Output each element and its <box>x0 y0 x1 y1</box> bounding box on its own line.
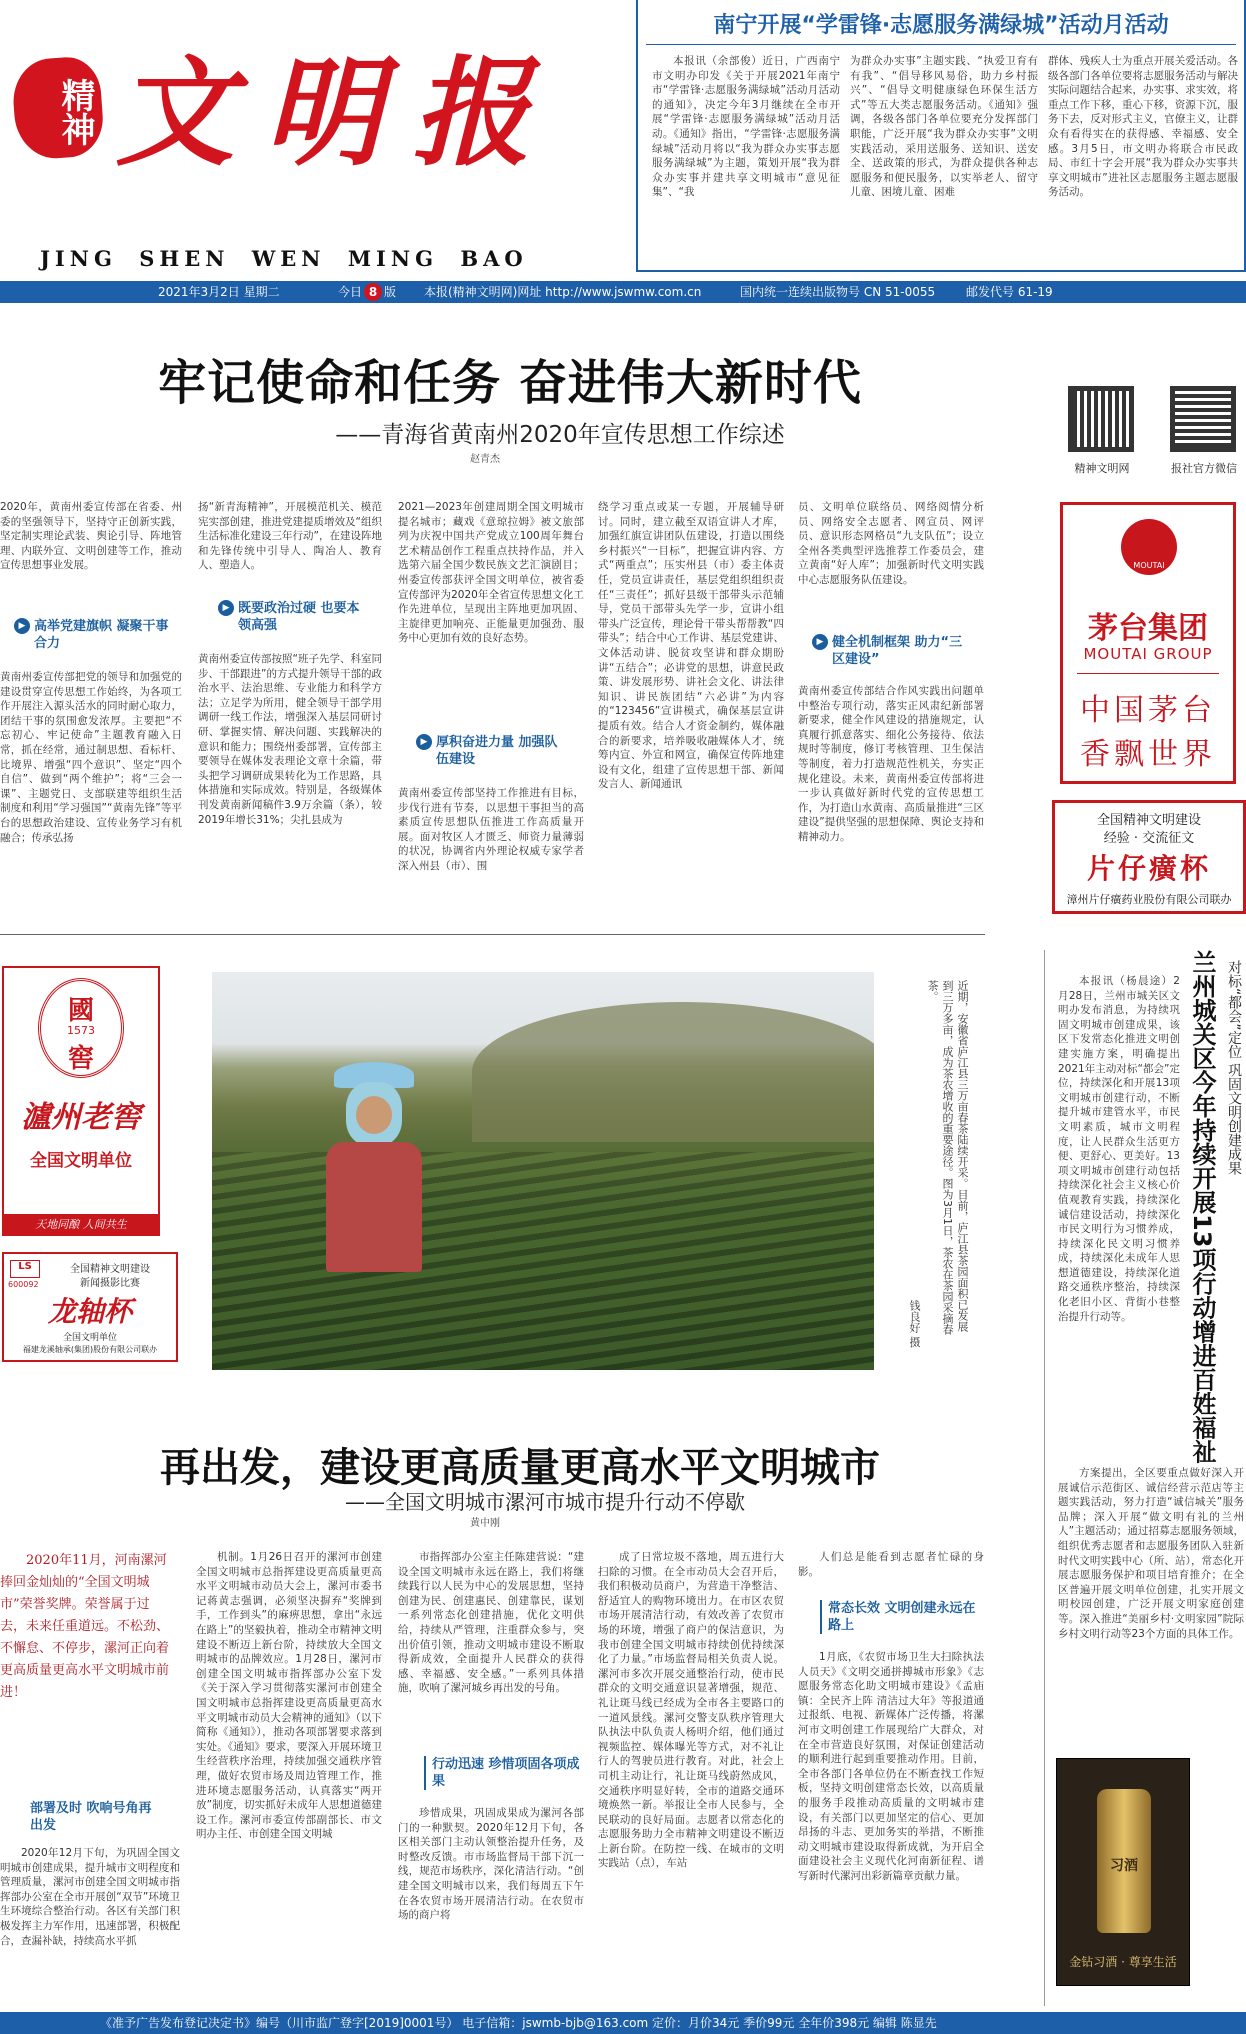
longzhou-company-2: 福建龙溪轴承(集团)股份有限公司联办 <box>22 1345 158 1354</box>
moutai-slogan-1: 中国茅台 <box>1080 693 1216 728</box>
second-subhead-3 <box>820 1600 984 1634</box>
dateline-bar <box>0 281 1246 303</box>
second-subhead-3-text: 常态长效 文明创建永远在路上 <box>828 1601 976 1633</box>
luzhou-unit: 全国文明单位 <box>30 1151 132 1171</box>
lead-col-2a: 扬“新青海精神”，开展模范机关、模范宪实部创建，推进党建提质增效及“组织生活标准化建设三年行动”，在建设阵地和先锋传统中引导人、陶冶人、教育人、塑造人。 <box>198 501 382 572</box>
second-col-3b: 珍惜成果，巩固成果成为漯河各部门的一种默契。2020年12月下旬，各区相关部门主动认领整治提升任务，及时整改反馈。市市场监督局干部下沉一线，规范市场秩序，深化清洁行动。“创建全国文明城市以来，我们每周五下午在各农贸市场开展清洁行动。在农贸市场的商户将 <box>398 1807 584 1922</box>
second-subhead-1-text: 部署及时 吹响号角再出发 <box>30 1801 152 1833</box>
photo-credit: 钱良好 摄 <box>908 1300 921 1348</box>
lead-col-3a: 2021—2023年创建周期全国文明城市提名城市；藏戏《意琼拉姆》被文旅部列为庆祝中国共产党成立100周年舞台艺术精品创作工程重点扶持作品，并入选第六届全国少数民族文艺汇演剧目；州委宣传部获评全国文明单位，被省委宣传部评为2020年全省宣传思想文化工作先进单位，呈现出主阵地更加巩固、主旋律更加响亮、正能量更加强劲、服务中心更加有效的良好态势。 <box>398 501 584 645</box>
second-intro: 2020年11月，河南漯河捧回金灿灿的“全国文明城市”荣誉奖牌。荣誉属于过去，未来任重道远。不松劲、不懈怠、不停步，漯河正向着更高质量更高水平文明城市前进！ <box>0 1553 170 1700</box>
masthead-title: 文明报 <box>116 43 561 182</box>
ad-pianzihuang <box>1052 800 1246 914</box>
lead-subhead-2-text: 既要政治过硬 也要本领高强 <box>238 601 360 633</box>
lead-subtitle: ——青海省黄南州2020年宣传思想工作综述 <box>335 422 785 448</box>
mountain-shape <box>472 1002 874 1142</box>
top-news-col-2: 为群众办实事”主题实践、“执爱卫育有有我”、“倡导移风易俗，助力乡村振兴”、“倡导文明健康绿色环保生活方式”等五大类志愿服务活动。《通知》强调，各级各部门各单位要充分发挥部门职能，广泛开展“我为群众办实事”文明实践活动，采用送服务、送知识、送安全、送政策的形式，为群众提供各种志愿服务和便民服务，以实举老人、留守儿童、困境儿童、困难 <box>850 55 1038 199</box>
moutai-brand: MOUTAI <box>1133 561 1165 570</box>
second-col-3a: 市指挥部办公室主任陈建营说：“建设全国文明城市永远在路上，我们将继续践行以人民为中心的发展思想，坚持创建为民、创建惠民、创建靠民，谋划一系列常态化创建措施，优化文明供给，持续从严管理，注重群众参与，突出价值引领，推动文明城市建设不断取得新成效，全面提升人民群众的获得感、幸福感、安全感。”一系列具体措施，吹响了漯河城乡再出发的号角。 <box>398 1551 584 1695</box>
second-subtitle: ——全国文明城市漯河市城市提升行动不停歇 <box>345 1490 745 1514</box>
footer-text: 《准予广告发布登记决定书》编号（川市监广登字[2019]0001号） 电子信箱：jswmb-bjb@163.com 定价：月价34元 季价99元 全年价398元 编辑 陈显先 <box>100 2016 937 2030</box>
top-news-col-1: 本报讯（余部俊）近日，广西南宁市文明办印发《关于开展2021年南宁市“学雷锋·志愿服务满绿城”活动月活动的通知》，决定今年3月继续在全市开展“学雷锋·志愿服务满绿城”活动月活动。《通知》指出，“学雷锋·志愿服务满绿城”活动月将以“我为群众办实事志愿服务满绿城”为主题，策划开展“我为群众办实事并建共享文明城市“意见征集”、“我 <box>652 55 840 199</box>
dateline-pages-num: 8 <box>364 283 382 301</box>
dateline-post: 邮发代号 61-19 <box>966 285 1053 299</box>
top-news-headline: 南宁开展“学雷锋·志愿服务满绿城”活动月活动 <box>713 13 1169 38</box>
lead-title: 牢记使命和任务 奋进伟大新时代 <box>158 355 862 411</box>
longzhou-badge-num: 600092 <box>8 1280 39 1289</box>
qr-code-icon[interactable] <box>1170 386 1236 452</box>
moutai-slogan-2: 香飘世界 <box>1080 737 1216 772</box>
arrow-icon: ▶ <box>218 600 234 616</box>
pzh-line-1: 全国精神文明建设 <box>1096 813 1201 828</box>
lead-col-2b: 黄南州委宣传部按照“班子先学、科室同步、干部跟进”的方式提升领导干部的政治水平、法治思维、专业能力和科学方法；立足学为所用，健全领导干部学用调研一线工作法，增强深入基层同研讨研、掌握实情、解决问题、实践解决的意识和能力；围绕州委部署，宣传部主要领导在媒体发表理论文章十余篇，带头把学习调研成果转化为工作思路，具体措施和实际成效。特别是，各级媒体刊发黄南新闻稿件3.9万余篇（条），较2019年增长31%；尖扎县成为 <box>198 653 382 826</box>
luzhou-seal-year: 1573 <box>67 1024 95 1037</box>
lanzhou-col-2: 方案提出，全区要重点做好深入开展诚信示范街区、诚信经营示范店等主题实践活动，努力打造“诚信城关”服务品牌；深入开展“做文明有礼的兰州人”主题活动；通过招募志愿服务领域，组织优秀志愿者和志愿服务团队入驻新时代文明实践中心（所、站），常态化开展志愿服务保护和项目培育推介；在全区普遍开展文明单位创建，扎实开展文明校园创建，广泛开展文明家庭创建等。深入推进“美丽乡村·文明家园”院际乡村文明行动等23个方面的具体工作。 <box>1058 1467 1244 1640</box>
second-col-1: 2020年12月下旬，为巩固全国文明城市创建成果，提升城市文明程度和管理质量，漯河市创建全国文明城市指挥部办公室在全市开展创“双节”环境卫生环境综合整治行动。各区有关部门积极发挥主力军作用，迅速部署，积极配合，查漏补缺，持续高水平抓 <box>0 1847 180 1947</box>
lead-subhead-4 <box>812 634 984 668</box>
divider <box>0 934 985 935</box>
lead-col-5b: 黄南州委宣传部结合作风实践出问题单中整治专项行动，落实正风肃纪新部署新要求，健全作风建设的措施规定，认真履行抓意落实、细化公务接待、依法规时等制度，修订考核管理、卫生保洁等制度，着力打造规范性机关，夯实正规化建设。未来，黄南州委宣传部将进一步认真做好新时代党的宣传思想工作，为打造山水黄南、高质量推进“三区建设”提供坚强的思想保障、舆论支持和精神动力。 <box>798 685 984 843</box>
qr-label-1: 精神文明网 <box>1074 462 1130 475</box>
lead-subhead-3-text: 厚积奋进力量 加强队伍建设 <box>436 735 558 767</box>
pzh-brand: 片仔癀杯 <box>1086 852 1211 885</box>
luzhou-brand: 瀘州老窖 <box>21 1100 141 1135</box>
lead-col-5a: 员、文明单位联络员、网络阅情分析员、网络安全志愿者、网宣员、网评员、意识形态网格员“九支队伍”；设立全州各类典型评选推荐工作委员会，建立黄南“好人库”；加强新时代文明实践中心志愿服务队伍建设。 <box>798 501 984 586</box>
arrow-icon: ▶ <box>812 634 828 650</box>
lead-subhead-2 <box>218 600 382 634</box>
lanzhou-headline: 兰州城关区今年持续开展13项行动增进百姓福祉 <box>1188 950 1216 1464</box>
logo-seal-text: 精神 <box>55 78 95 146</box>
dateline-date: 2021年3月2日 星期二 <box>158 285 280 299</box>
ad-moutai <box>1060 502 1236 784</box>
lead-col-1b: 黄南州委宣传部把党的领导和加强党的建设贯穿宣传思想工作始终，为各项工作开展注入源头活水的同时耐心取力，团结干事的氛围愈发浓厚。主要把“不忘初心、牢记使命”主题教育融入日常，抓在经常，通过制思想、看标杆、比境界、增强“四个意识”、坚定“四个自信”、做到“两个维护”；将“三会一课”、主题党日、支部联建等组织生活制度和利用“学习强国”“黄南先锋”等平台的思想政治建设、宣传业务学习有机融合；传承弘扬 <box>0 671 182 844</box>
qr-code-icon[interactable] <box>1068 386 1134 452</box>
lanzhou-kicker: 对标“都会”定位 巩固文明创建成果 <box>1226 960 1242 1175</box>
second-subhead-1 <box>30 1800 170 1834</box>
lead-col-3b: 黄南州委宣传部坚持工作推进有目标，步伐行进有节奏，以思想干事担当的高素质宣传思想队伍推进工作高质量开展。面对牧区人才匮乏、师资力量薄弱的状况，协调省内外理论权威专家学者深入州县（市）、围 <box>398 787 584 872</box>
longzhou-line-2: 新闻摄影比赛 <box>80 1278 140 1289</box>
dateline-pages-prefix: 今日 <box>338 285 363 299</box>
photo-caption: 近期，安徽省庐江县三万亩春茶陆续开采。目前，庐江县茶园面积已发展到三万多亩，成为茶农增收的重要途径。图为3月1日，茶农在茶园采摘春茶。 <box>926 980 969 1335</box>
top-news-col-3: 群体、残疾人士为重点开展关爱活动。各级各部门各单位要将志愿服务活动与解决实际问题结合起来，办实事、求实效，将重点工作下移，重心下移，资源下沉，服务下去，反对形式主义，官僚主义，让群众有看得实在的获得感、幸福感、安全感。3月5日，市文明办将联合市民政局、市红十字会开展“我为群众办实事共享文明城市”进社区志愿服务主题志愿服务活动。 <box>1048 55 1238 199</box>
luzhou-seal-mid: 窖 <box>67 1044 94 1074</box>
farmer-figure <box>312 1062 432 1312</box>
top-news-box <box>636 0 1246 272</box>
lead-subhead-1-text: 高举党建旗帜 凝聚干事合力 <box>34 619 169 651</box>
masthead-pinyin: JING SHEN WEN MING BAO <box>40 246 528 271</box>
second-title: 再出发，建设更高质量更高水平文明城市 <box>160 1445 880 1491</box>
lead-subhead-3 <box>416 734 584 768</box>
tea-photo <box>212 972 874 1370</box>
second-subhead-2 <box>424 1756 584 1790</box>
footer-bar <box>0 2012 1246 2034</box>
second-col-5a: 人们总是能看到志愿者忙碌的身影。 <box>798 1551 984 1578</box>
longzhou-company-1: 全国文明单位 <box>62 1333 117 1343</box>
arrow-icon: ▶ <box>416 734 432 750</box>
lead-subhead-1 <box>14 618 184 652</box>
pzh-line-2: 经验 · 交流征文 <box>1103 831 1195 846</box>
luzhou-seal-top: 國 <box>67 996 94 1026</box>
moutai-name-en: MOUTAI GROUP <box>1083 645 1213 663</box>
second-col-4: 成了日常垃圾不落地，周五进行大扫除的习惯。在全市动员大会召开后，我们积极动员商户，为营造干净整洁、舒适宜人的购物环境出力。在市区农贸市场开展清洁行动，有效改善了农贸市场的环境，增强了商户的保洁意识，为我市创建全国文明城市持续创优持续深化了力量。”市场监督局相关负责人说。漯河市多次开展交通整治行动，使市民群众的文明交通意识显著增强，规范、礼让斑马线已经成为全市各主要路口的一道风景线。漯河交警支队秩序管理大队执法中队负责人杨明介绍，他们通过视频监控、媒体曝光等方式，对不礼让行人的驾驶员进行教育。对此，社会上司机主动让行，礼让斑马线蔚然成风，交通秩序明显好转，全市的道路交通环境焕然一新。举报让全市人民参与，全民联动的良好局面。志愿者以常态化的志愿服务助力全市精神文明建设不断迈上新台阶。在防控一线、在城市的文明实践站（点），车站 <box>598 1551 784 1870</box>
dateline-pages-suffix: 版 <box>384 285 397 299</box>
second-col-5b: 1月底，《农贸市场卫生大扫除执法人员天》《文明交通拼搏城市形象》《志愿服务常态化助文明城市建设》《孟庙镇：全民齐上阵 清洁过大年》等报道通过报纸、电视、新媒体广泛传播，将漯河市文明创建工作展现给广大群众，对在全市营造良好氛围，对保证创建活动的顺利进行起到重要推动作用。目前，全市各部门各单位仍在不断查找工作短板，坚持文明创建常态长效，以高质量的服务手段推动高质量的文明城市建设，有关部门以更加坚定的信心、更加昂扬的斗志、更加务实的举措，不断推动文明城市建设取得新成就，为开启全面建设社会主义现代化河南新征程、谱写新时代漯河出彩新篇章贡献力量。 <box>798 1651 984 1882</box>
jinjiu-slogan: 金钻习酒 · 尊享生活 <box>1069 1955 1177 1969</box>
jinjiu-brand: 习酒 <box>1110 1858 1138 1874</box>
lead-subhead-4-text: 健全机制框架 助力“三区建设” <box>832 635 963 667</box>
longzhou-brand: 龙轴杯 <box>47 1295 132 1328</box>
ad-jinjiu <box>1056 1758 1190 1986</box>
lead-col-4: 绕学习重点或某一专题，开展辅导研讨。同时，建立截至双语宣讲人才库，加强红旗宣讲团队伍建设，打造以围绕乡村振兴“一目标”，把握宣讲内容、方式“两重点”；压实州县（市）委主体责任，党员宣讲责任，基层党组织组织责任“三责任”；抓好县级干部带头示范辅导，党员干部带头先学一步，宣讲小组带头广泛宣传，理论骨干带头帮帮教“四带头”；结合中心工作讲、基层党建讲、文体活动讲、脱贫攻坚讲和群众期盼讲“五结合”；必讲党的思想，讲意民政策、讲发展形势、讲社会文化、讲法律知识、讲民族团结“六必讲”为内容的“123456”宣讲模式，确保基层宣讲提质有效。结合人才资金制约，媒体融合的新要求，培养吸收融媒体人才，统筹内宣、外宣和网宣，确保宣传阵地建设有文化，组建了宣传思想干部、新闻发言人、新闻通讯 <box>598 501 784 791</box>
ad-longzhou <box>2 1252 178 1362</box>
luzhou-slogan: 天地同酿 人间共生 <box>4 1214 158 1236</box>
dateline-cn: 国内统一连续出版物号 CN 51-0055 <box>740 285 936 299</box>
pzh-company: 漳州片仔癀药业股份有限公司联办 <box>1066 893 1232 906</box>
second-subhead-2-text: 行动迅速 珍惜项固各项成果 <box>432 1757 580 1789</box>
moutai-name-cn: 茅台集团 <box>1088 611 1208 646</box>
masthead <box>0 0 630 280</box>
lead-byline: 赵青杰 <box>470 454 500 465</box>
lead-col-1a: 2020年，黄南州委宣传部在省委、州委的坚强领导下，坚持守正创新实践，坚定制实理论武装、舆论引导、阵地管理、内联外宣、文明创建等工作，推动宣传思想事业发展。 <box>0 501 182 572</box>
second-byline: 黄中刚 <box>470 1518 500 1529</box>
qr-label-2: 报社官方微信 <box>1171 462 1237 475</box>
ad-luzhou <box>2 966 160 1236</box>
dateline-website: 本报(精神文明网)网址 http://www.jswmw.com.cn <box>424 285 702 299</box>
second-col-2: 机制。1月26日召开的漯河市创建全国文明城市总指挥建设更高质量更高水平文明城市动员大会上，漯河市委书记蒋黄志强调，必须坚决摒弃“奖牌到手，工作到头”的麻痹思想，拿出“永远在路上”的坚毅执着，推动全市精神文明建设不断迈上新台阶，持续放大全国文明城市的品牌效应。1月28日，漯河市创建全国文明城市指挥部办公室下发《关于深入学习贯彻落实漯河市创建全国文明城市总指挥建设更高质量更高水平文明城市动员大会精神的通知》（以下简称《通知》），推动各项部署要求落到实处。《通知》要求，要深入开展环境卫生经营秩序治理，持续加强交通秩序管理，做好农贸市场及周边管理工作，推进环境志愿服务活动，认真落实“两开放”制度，切实抓好未成年人思想道德建设工作。漯河市委宣传部副部长、市文明办主任、市创建全国文明城 <box>196 1551 382 1841</box>
lanzhou-col-1: 本报讯（杨晨途）2月28日，兰州市城关区文明办发布消息，为持续巩固文明城市创建成果，该区下发常态化推进文明创建实施方案，明确提出2021年主动对标“都会”定位，持续深化和开展13项文明城市创建行动，不断提升城市建管水平，市民文明素质，城市文明程度，让人民群众生活更方便、更舒心、更美好。13项文明城市创建行动包括持续深化社会主义核心价值观教育实践，持续深化诚信建设活动，持续深化市民文明行为习惯养成，持续深化民文明习惯养成，持续深化未成年人思想道德建设，持续深化道路交通秩序整治，持续深化老旧小区、背街小巷整治提升行动等。 <box>1058 975 1180 1323</box>
longzhou-line-1: 全国精神文明建设 <box>70 1264 150 1275</box>
arrow-icon: ▶ <box>14 618 30 634</box>
qr-panel <box>1052 382 1246 482</box>
longzhou-badge: LS <box>10 1260 40 1278</box>
